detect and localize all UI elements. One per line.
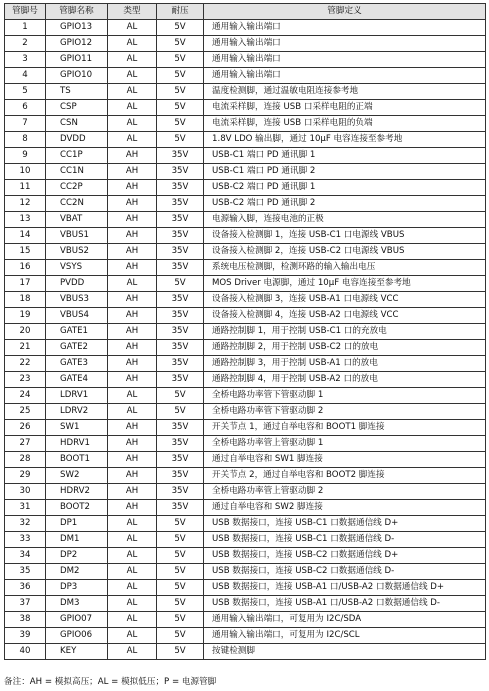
- definition-cell: USB-C1 端口 PD 通讯脚 2: [204, 164, 486, 180]
- pin-number-cell: 1: [5, 20, 46, 36]
- pin-number-cell: 21: [5, 340, 46, 356]
- voltage-cell: 35V: [157, 340, 204, 356]
- pin-name-cell: VBUS2: [46, 244, 108, 260]
- type-cell: AL: [108, 612, 157, 628]
- voltage-cell: 35V: [157, 164, 204, 180]
- pin-name-cell: GPIO11: [46, 52, 108, 68]
- pin-number-cell: 28: [5, 452, 46, 468]
- pin-number-cell: 2: [5, 36, 46, 52]
- type-cell: AH: [108, 500, 157, 516]
- table-row: [5, 244, 486, 260]
- pin-number-cell: 4: [5, 68, 46, 84]
- definition-cell: USB-C2 端口 PD 通讯脚 2: [204, 196, 486, 212]
- type-cell: AH: [108, 244, 157, 260]
- header-type: 类型: [108, 4, 157, 20]
- voltage-cell: 35V: [157, 324, 204, 340]
- type-cell: AH: [108, 420, 157, 436]
- table-row: [5, 436, 486, 452]
- pin-name-cell: CSN: [46, 116, 108, 132]
- definition-cell: 设备接入检测脚 2，连接 USB-C2 口电源线 VBUS: [204, 244, 486, 260]
- table-row: [5, 324, 486, 340]
- pin-name-cell: SW2: [46, 468, 108, 484]
- definition-cell: 设备接入检测脚 3，连接 USB-A1 口电源线 VCC: [204, 292, 486, 308]
- pin-number-cell: 23: [5, 372, 46, 388]
- pin-number-cell: 8: [5, 132, 46, 148]
- type-cell: AL: [108, 404, 157, 420]
- type-cell: AL: [108, 628, 157, 644]
- table-row: [5, 548, 486, 564]
- pin-number-cell: 24: [5, 388, 46, 404]
- definition-cell: USB 数据接口，连接 USB-A1 口/USB-A2 口数据通信线 D-: [204, 596, 486, 612]
- voltage-cell: 5V: [157, 388, 204, 404]
- pin-name-cell: GPIO12: [46, 36, 108, 52]
- definition-cell: 全桥电路功率管上管驱动脚 1: [204, 436, 486, 452]
- pin-number-cell: 18: [5, 292, 46, 308]
- definition-cell: 全桥电路功率管下管驱动脚 2: [204, 404, 486, 420]
- pin-name-cell: GPIO06: [46, 628, 108, 644]
- pin-name-cell: SW1: [46, 420, 108, 436]
- pin-number-cell: 40: [5, 644, 46, 660]
- voltage-cell: 5V: [157, 100, 204, 116]
- voltage-cell: 5V: [157, 404, 204, 420]
- table-row: [5, 532, 486, 548]
- definition-cell: 通过自举电容和 SW1 脚连接: [204, 452, 486, 468]
- pin-number-cell: 20: [5, 324, 46, 340]
- table-row: [5, 196, 486, 212]
- pin-number-cell: 19: [5, 308, 46, 324]
- pin-number-cell: 26: [5, 420, 46, 436]
- type-cell: AL: [108, 20, 157, 36]
- definition-cell: USB-C1 端口 PD 通讯脚 1: [204, 148, 486, 164]
- voltage-cell: 5V: [157, 548, 204, 564]
- header-pin-name: 管脚名称: [46, 4, 108, 20]
- pin-name-cell: KEY: [46, 644, 108, 660]
- table-body: [5, 20, 486, 660]
- pin-name-cell: BOOT1: [46, 452, 108, 468]
- table-row: [5, 260, 486, 276]
- definition-cell: 通路控制脚 1，用于控制 USB-C1 口的充放电: [204, 324, 486, 340]
- definition-cell: 全桥电路功率管上管驱动脚 2: [204, 484, 486, 500]
- type-cell: AH: [108, 468, 157, 484]
- type-cell: AH: [108, 260, 157, 276]
- voltage-cell: 5V: [157, 596, 204, 612]
- definition-cell: USB 数据接口，连接 USB-A1 口/USB-A2 口数据通信线 D+: [204, 580, 486, 596]
- pin-number-cell: 35: [5, 564, 46, 580]
- type-cell: AH: [108, 484, 157, 500]
- definition-cell: 按键检测脚: [204, 644, 486, 660]
- table-row: [5, 68, 486, 84]
- pin-name-cell: PVDD: [46, 276, 108, 292]
- definition-cell: 通用输入输出端口: [204, 20, 486, 36]
- type-cell: AL: [108, 564, 157, 580]
- voltage-cell: 35V: [157, 420, 204, 436]
- type-cell: AL: [108, 596, 157, 612]
- voltage-cell: 35V: [157, 196, 204, 212]
- voltage-cell: 35V: [157, 244, 204, 260]
- voltage-cell: 35V: [157, 436, 204, 452]
- definition-cell: USB-C2 端口 PD 通讯脚 1: [204, 180, 486, 196]
- table-row: [5, 420, 486, 436]
- definition-cell: 电源输入脚，连接电池的正极: [204, 212, 486, 228]
- pin-name-cell: GPIO10: [46, 68, 108, 84]
- table-row: [5, 116, 486, 132]
- definition-cell: USB 数据接口，连接 USB-C1 口数据通信线 D+: [204, 516, 486, 532]
- voltage-cell: 35V: [157, 180, 204, 196]
- definition-cell: 1.8V LDO 输出脚，通过 10μF 电容连接至参考地: [204, 132, 486, 148]
- table-row: [5, 308, 486, 324]
- pin-name-cell: LDRV2: [46, 404, 108, 420]
- type-cell: AL: [108, 68, 157, 84]
- pin-number-cell: 6: [5, 100, 46, 116]
- definition-cell: 全桥电路功率管下管驱动脚 1: [204, 388, 486, 404]
- definition-cell: 设备接入检测脚 4，连接 USB-A2 口电源线 VCC: [204, 308, 486, 324]
- pin-name-cell: LDRV1: [46, 388, 108, 404]
- pin-number-cell: 33: [5, 532, 46, 548]
- pin-name-cell: DP3: [46, 580, 108, 596]
- table-row: [5, 564, 486, 580]
- voltage-cell: 35V: [157, 356, 204, 372]
- pin-name-cell: HDRV1: [46, 436, 108, 452]
- voltage-cell: 35V: [157, 260, 204, 276]
- table-row: [5, 372, 486, 388]
- pin-number-cell: 34: [5, 548, 46, 564]
- type-cell: AH: [108, 436, 157, 452]
- type-cell: AL: [108, 52, 157, 68]
- table-row: [5, 340, 486, 356]
- definition-cell: 通过自举电容和 SW2 脚连接: [204, 500, 486, 516]
- type-cell: AL: [108, 580, 157, 596]
- type-cell: AL: [108, 84, 157, 100]
- voltage-cell: 35V: [157, 372, 204, 388]
- type-cell: AL: [108, 516, 157, 532]
- pin-name-cell: VBUS4: [46, 308, 108, 324]
- definition-cell: 电流采样脚，连接 USB 口采样电阻的正端: [204, 100, 486, 116]
- definition-cell: 温度检测脚，通过温敏电阻连接参考地: [204, 84, 486, 100]
- pin-definition-table-container: [4, 3, 485, 660]
- table-row: [5, 180, 486, 196]
- definition-cell: MOS Driver 电源脚，通过 10μF 电容连接至参考地: [204, 276, 486, 292]
- voltage-cell: 5V: [157, 564, 204, 580]
- pin-number-cell: 22: [5, 356, 46, 372]
- definition-cell: 开关节点 1，通过自举电容和 BOOT1 脚连接: [204, 420, 486, 436]
- table-row: [5, 500, 486, 516]
- definition-cell: 电流采样脚，连接 USB 口采样电阻的负端: [204, 116, 486, 132]
- table-row: [5, 148, 486, 164]
- table-row: [5, 20, 486, 36]
- pin-number-cell: 27: [5, 436, 46, 452]
- table-row: [5, 356, 486, 372]
- definition-cell: 通路控制脚 4，用于控制 USB-A2 口的放电: [204, 372, 486, 388]
- definition-cell: USB 数据接口，连接 USB-C2 口数据通信线 D+: [204, 548, 486, 564]
- type-cell: AL: [108, 36, 157, 52]
- pin-name-cell: CC1P: [46, 148, 108, 164]
- voltage-cell: 35V: [157, 228, 204, 244]
- definition-cell: 设备接入检测脚 1，连接 USB-C1 口电源线 VBUS: [204, 228, 486, 244]
- voltage-cell: 35V: [157, 452, 204, 468]
- definition-cell: 开关节点 2，通过自举电容和 BOOT2 脚连接: [204, 468, 486, 484]
- voltage-cell: 5V: [157, 628, 204, 644]
- definition-cell: 通用输入输出端口，可复用为 I2C/SDA: [204, 612, 486, 628]
- type-cell: AH: [108, 148, 157, 164]
- table-row: [5, 644, 486, 660]
- table-row: [5, 276, 486, 292]
- pin-name-cell: GPIO13: [46, 20, 108, 36]
- pin-number-cell: 29: [5, 468, 46, 484]
- type-cell: AH: [108, 228, 157, 244]
- type-cell: AH: [108, 356, 157, 372]
- definition-cell: USB 数据接口，连接 USB-C2 口数据通信线 D-: [204, 564, 486, 580]
- table-row: [5, 212, 486, 228]
- table-row: [5, 36, 486, 52]
- pin-number-cell: 10: [5, 164, 46, 180]
- table-row: [5, 484, 486, 500]
- voltage-cell: 35V: [157, 212, 204, 228]
- pin-number-cell: 31: [5, 500, 46, 516]
- type-cell: AH: [108, 164, 157, 180]
- pin-name-cell: GATE2: [46, 340, 108, 356]
- type-cell: AH: [108, 324, 157, 340]
- type-cell: AH: [108, 340, 157, 356]
- pin-name-cell: CC2N: [46, 196, 108, 212]
- pin-name-cell: VBUS1: [46, 228, 108, 244]
- voltage-cell: 5V: [157, 532, 204, 548]
- pin-number-cell: 16: [5, 260, 46, 276]
- pin-name-cell: DM3: [46, 596, 108, 612]
- definition-cell: 系统电压检测脚，检测环路的输入输出电压: [204, 260, 486, 276]
- pin-number-cell: 32: [5, 516, 46, 532]
- table-row: [5, 52, 486, 68]
- pin-definition-table: [4, 3, 486, 660]
- table-row: [5, 292, 486, 308]
- type-cell: AL: [108, 644, 157, 660]
- definition-cell: 通路控制脚 2，用于控制 USB-C2 口的放电: [204, 340, 486, 356]
- header-pin-number: 管脚号: [5, 4, 46, 20]
- pin-name-cell: TS: [46, 84, 108, 100]
- voltage-cell: 5V: [157, 276, 204, 292]
- pin-number-cell: 38: [5, 612, 46, 628]
- type-cell: AH: [108, 372, 157, 388]
- type-cell: AL: [108, 276, 157, 292]
- type-cell: AH: [108, 180, 157, 196]
- type-cell: AL: [108, 116, 157, 132]
- voltage-cell: 5V: [157, 612, 204, 628]
- type-cell: AH: [108, 196, 157, 212]
- pin-number-cell: 7: [5, 116, 46, 132]
- definition-cell: 通路控制脚 3，用于控制 USB-A1 口的放电: [204, 356, 486, 372]
- definition-cell: 通用输入输出端口: [204, 52, 486, 68]
- table-row: [5, 228, 486, 244]
- type-cell: AH: [108, 292, 157, 308]
- pin-number-cell: 37: [5, 596, 46, 612]
- pin-name-cell: CC1N: [46, 164, 108, 180]
- table-row: [5, 84, 486, 100]
- pin-name-cell: GATE1: [46, 324, 108, 340]
- definition-cell: 通用输入输出端口: [204, 36, 486, 52]
- pin-name-cell: GATE3: [46, 356, 108, 372]
- table-row: [5, 516, 486, 532]
- pin-number-cell: 9: [5, 148, 46, 164]
- pin-number-cell: 12: [5, 196, 46, 212]
- header-voltage-rating: 耐压: [157, 4, 204, 20]
- voltage-cell: 35V: [157, 308, 204, 324]
- pin-name-cell: VSYS: [46, 260, 108, 276]
- pin-number-cell: 5: [5, 84, 46, 100]
- header-pin-definition: 管脚定义: [204, 4, 486, 20]
- table-row: [5, 164, 486, 180]
- pin-name-cell: DP1: [46, 516, 108, 532]
- pin-name-cell: GPIO07: [46, 612, 108, 628]
- definition-cell: 通用输入输出端口: [204, 68, 486, 84]
- type-cell: AL: [108, 532, 157, 548]
- pin-number-cell: 13: [5, 212, 46, 228]
- pin-name-cell: VBAT: [46, 212, 108, 228]
- type-cell: AL: [108, 132, 157, 148]
- voltage-cell: 5V: [157, 516, 204, 532]
- voltage-cell: 5V: [157, 132, 204, 148]
- definition-cell: 通用输入输出端口，可复用为 I2C/SCL: [204, 628, 486, 644]
- voltage-cell: 35V: [157, 468, 204, 484]
- voltage-cell: 5V: [157, 580, 204, 596]
- type-cell: AH: [108, 308, 157, 324]
- pin-name-cell: DM1: [46, 532, 108, 548]
- pin-number-cell: 25: [5, 404, 46, 420]
- table-row: [5, 596, 486, 612]
- pin-number-cell: 14: [5, 228, 46, 244]
- pin-number-cell: 15: [5, 244, 46, 260]
- voltage-cell: 5V: [157, 36, 204, 52]
- table-row: [5, 100, 486, 116]
- table-row: [5, 132, 486, 148]
- type-cell: AL: [108, 548, 157, 564]
- pin-name-cell: CC2P: [46, 180, 108, 196]
- pin-name-cell: CSP: [46, 100, 108, 116]
- table-row: [5, 628, 486, 644]
- pin-name-cell: GATE4: [46, 372, 108, 388]
- table-row: [5, 468, 486, 484]
- pin-name-cell: DP2: [46, 548, 108, 564]
- definition-cell: USB 数据接口，连接 USB-C1 口数据通信线 D-: [204, 532, 486, 548]
- voltage-cell: 35V: [157, 148, 204, 164]
- type-cell: AH: [108, 212, 157, 228]
- type-cell: AH: [108, 452, 157, 468]
- pin-number-cell: 3: [5, 52, 46, 68]
- voltage-cell: 5V: [157, 68, 204, 84]
- pin-number-cell: 30: [5, 484, 46, 500]
- pin-number-cell: 36: [5, 580, 46, 596]
- footnote: 备注：AH = 模拟高压；AL = 模拟低压；P = 电源管脚: [4, 677, 217, 687]
- voltage-cell: 35V: [157, 484, 204, 500]
- table-row: [5, 580, 486, 596]
- type-cell: AL: [108, 100, 157, 116]
- pin-name-cell: HDRV2: [46, 484, 108, 500]
- pin-number-cell: 39: [5, 628, 46, 644]
- table-row: [5, 388, 486, 404]
- voltage-cell: 5V: [157, 84, 204, 100]
- pin-number-cell: 11: [5, 180, 46, 196]
- pin-number-cell: 17: [5, 276, 46, 292]
- pin-name-cell: DM2: [46, 564, 108, 580]
- table-row: [5, 404, 486, 420]
- voltage-cell: 35V: [157, 292, 204, 308]
- voltage-cell: 5V: [157, 116, 204, 132]
- voltage-cell: 5V: [157, 644, 204, 660]
- pin-name-cell: VBUS3: [46, 292, 108, 308]
- voltage-cell: 35V: [157, 500, 204, 516]
- type-cell: AL: [108, 388, 157, 404]
- table-row: [5, 452, 486, 468]
- voltage-cell: 5V: [157, 52, 204, 68]
- voltage-cell: 5V: [157, 20, 204, 36]
- pin-name-cell: BOOT2: [46, 500, 108, 516]
- pin-name-cell: DVDD: [46, 132, 108, 148]
- table-row: [5, 612, 486, 628]
- table-header-row: [5, 4, 486, 20]
